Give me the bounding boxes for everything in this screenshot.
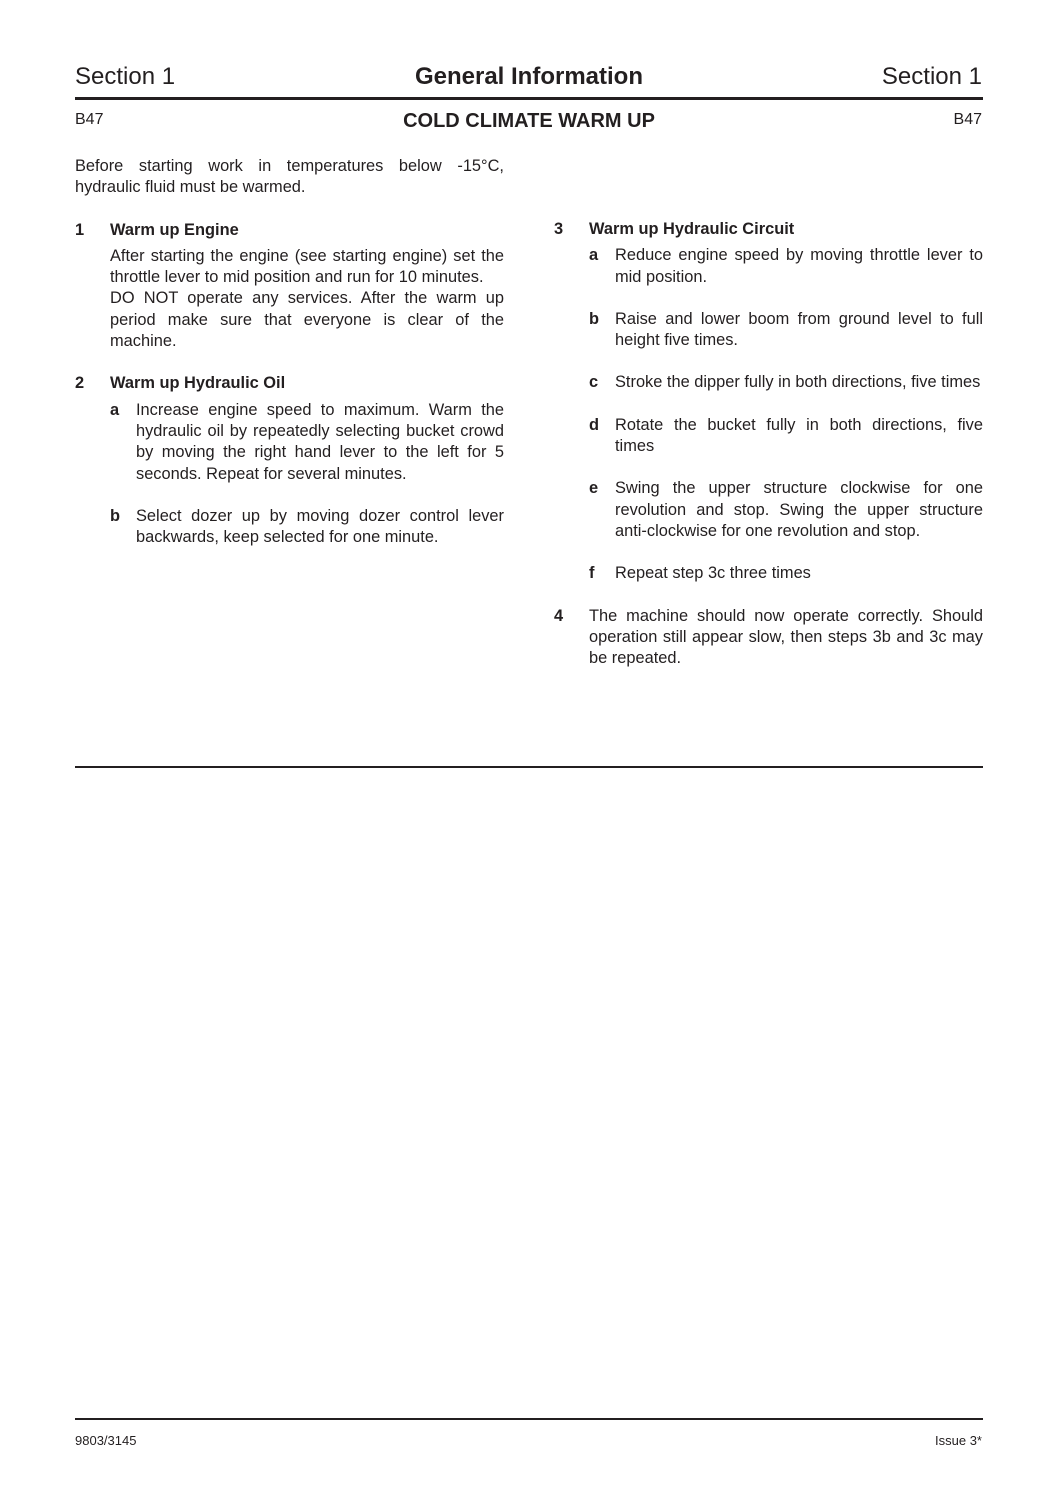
substep-letter: a <box>589 246 599 265</box>
substep-3e <box>589 478 983 542</box>
substep-letter: b <box>110 506 121 525</box>
substep-3b <box>589 309 983 352</box>
substep-text: Swing the upper structure clockwise for one revolution and stop. Swing the upper structure anti-clockwise for one revolution and stop. <box>615 479 983 540</box>
document-number: 9803/3145 <box>75 1433 137 1448</box>
step-2 <box>75 373 504 548</box>
substep-3c <box>589 372 983 393</box>
substep-text: Stroke the dipper fully in both directions, five times <box>615 373 981 392</box>
substep-2a <box>110 400 504 485</box>
substep-text: Repeat step 3c three times <box>615 564 811 583</box>
section-label-left: Section 1 <box>75 63 176 90</box>
substep-3d <box>589 415 983 458</box>
step-3 <box>554 219 983 585</box>
page-code-right: B47 <box>953 111 982 128</box>
issue-number: Issue 3* <box>935 1433 982 1448</box>
substep-text: Reduce engine speed by moving throttle lever to mid position. <box>615 246 983 286</box>
right-column <box>554 219 983 669</box>
intro-paragraph: Before starting work in temperatures below -15°C, hydraulic fluid must be warmed. <box>75 157 504 197</box>
substep-3a <box>589 245 983 288</box>
substep-letter: d <box>589 415 600 434</box>
substep-text: Increase engine speed to maximum. Warm the hydraulic oil by repeatedly selecting bucket crowd by moving the right hand lever to the left for 5 seconds. Repeat for several minutes. <box>136 400 504 483</box>
substep-letter: f <box>589 564 595 583</box>
step-body-warning: DO NOT operate any services. After the warm up period make sure that everyone is clear of the machine. <box>110 289 504 351</box>
substep-letter: b <box>589 309 600 328</box>
header-rule <box>75 97 983 100</box>
content-end-rule <box>75 766 983 768</box>
left-column <box>75 156 504 569</box>
substep-text: Rotate the bucket fully in both directions, five times <box>615 415 983 456</box>
step-body: After starting the engine (see starting engine) set the throttle lever to mid position and run for 10 minutes. <box>110 246 504 287</box>
substep-3f <box>589 563 983 584</box>
step-number: 1 <box>75 220 85 239</box>
page-title: General Information <box>414 63 644 90</box>
page-code-left: B47 <box>75 111 104 128</box>
step-number: 4 <box>554 606 564 625</box>
section-subtitle: COLD CLIMATE WARM UP <box>403 110 655 132</box>
substep-text: Raise and lower boom from ground level to full height five times. <box>615 309 983 350</box>
step-body: The machine should now operate correctly. Should operation still appear slow, then steps 3b and 3c may be repeated. <box>589 606 983 668</box>
substep-2b <box>110 506 504 549</box>
substep-text: Select dozer up by moving dozer control lever backwards, keep selected for one minute. <box>136 506 504 547</box>
substep-letter: a <box>110 400 120 419</box>
step-number: 3 <box>554 220 564 238</box>
step-title: Warm up Hydraulic Oil <box>110 374 286 393</box>
footer-rule <box>75 1418 983 1420</box>
substep-letter: c <box>589 373 599 392</box>
section-label-right: Section 1 <box>881 63 982 90</box>
step-title: Warm up Hydraulic Circuit <box>589 220 795 238</box>
step-number: 2 <box>75 374 85 393</box>
substep-letter: e <box>589 479 599 498</box>
step-title: Warm up Engine <box>110 220 239 239</box>
step-4 <box>554 606 983 670</box>
step-1 <box>75 220 504 353</box>
